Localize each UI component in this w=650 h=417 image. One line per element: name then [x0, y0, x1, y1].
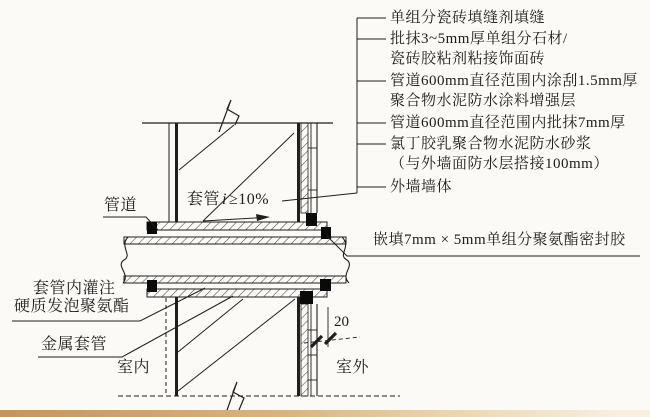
label-outdoor: 室外 [336, 359, 370, 376]
label-mortar-line1: 管道600mm直径范围内批抹7mm厚 [390, 115, 626, 131]
label-coating-line2: 聚合物水泥防水涂料增强层 [390, 93, 577, 109]
break-mark-icon [219, 100, 244, 413]
metal-sleeve [147, 222, 327, 297]
pipe [121, 237, 349, 283]
scan-edge-artifact [0, 410, 650, 417]
label-metal-sleeve: 金属套管 [41, 336, 108, 353]
label-mortar-line3: （与外墙面防水层搭接100mm） [390, 156, 609, 172]
exterior-finish-layers [301, 123, 317, 396]
label-sleeve-slope [187, 191, 269, 209]
label-pipe: 管道 [104, 197, 138, 214]
wall-break-hatch [178, 125, 295, 391]
label-sealant-callout: 嵌填7mm × 5mm单组分聚氨酯密封胶 [373, 232, 626, 248]
slope-variable: i [222, 191, 227, 208]
label-grout: 单组分瓷砖填缝剂填缝 [390, 10, 546, 26]
label-coating-line1: 管道600mm直径范围内涂刮1.5mm厚 [390, 73, 638, 89]
slope-arrow-icon [203, 214, 270, 221]
label-indoor: 室内 [117, 359, 151, 376]
dimension-20 [304, 307, 360, 347]
label-exterior-wall: 外墙墙体 [390, 179, 453, 195]
label-adhesive-line2: 瓷砖胶粘剂粘接饰面砖 [390, 51, 546, 67]
dimension-20-text: 20 [334, 314, 349, 330]
label-foam-fill-line1: 套管内灌注 [33, 280, 116, 297]
label-adhesive-line1: 批抹3~5mm厚单组分石材/ [390, 31, 568, 47]
slope-value: ≥10% [228, 191, 270, 208]
slope-prefix: 套管 [187, 191, 221, 208]
dim-tick-icon [325, 333, 336, 344]
label-foam-fill-line2: 硬质发泡聚氨酯 [14, 298, 130, 315]
label-mortar-line2: 氯丁胶乳聚合物水泥防水砂浆 [390, 136, 592, 152]
